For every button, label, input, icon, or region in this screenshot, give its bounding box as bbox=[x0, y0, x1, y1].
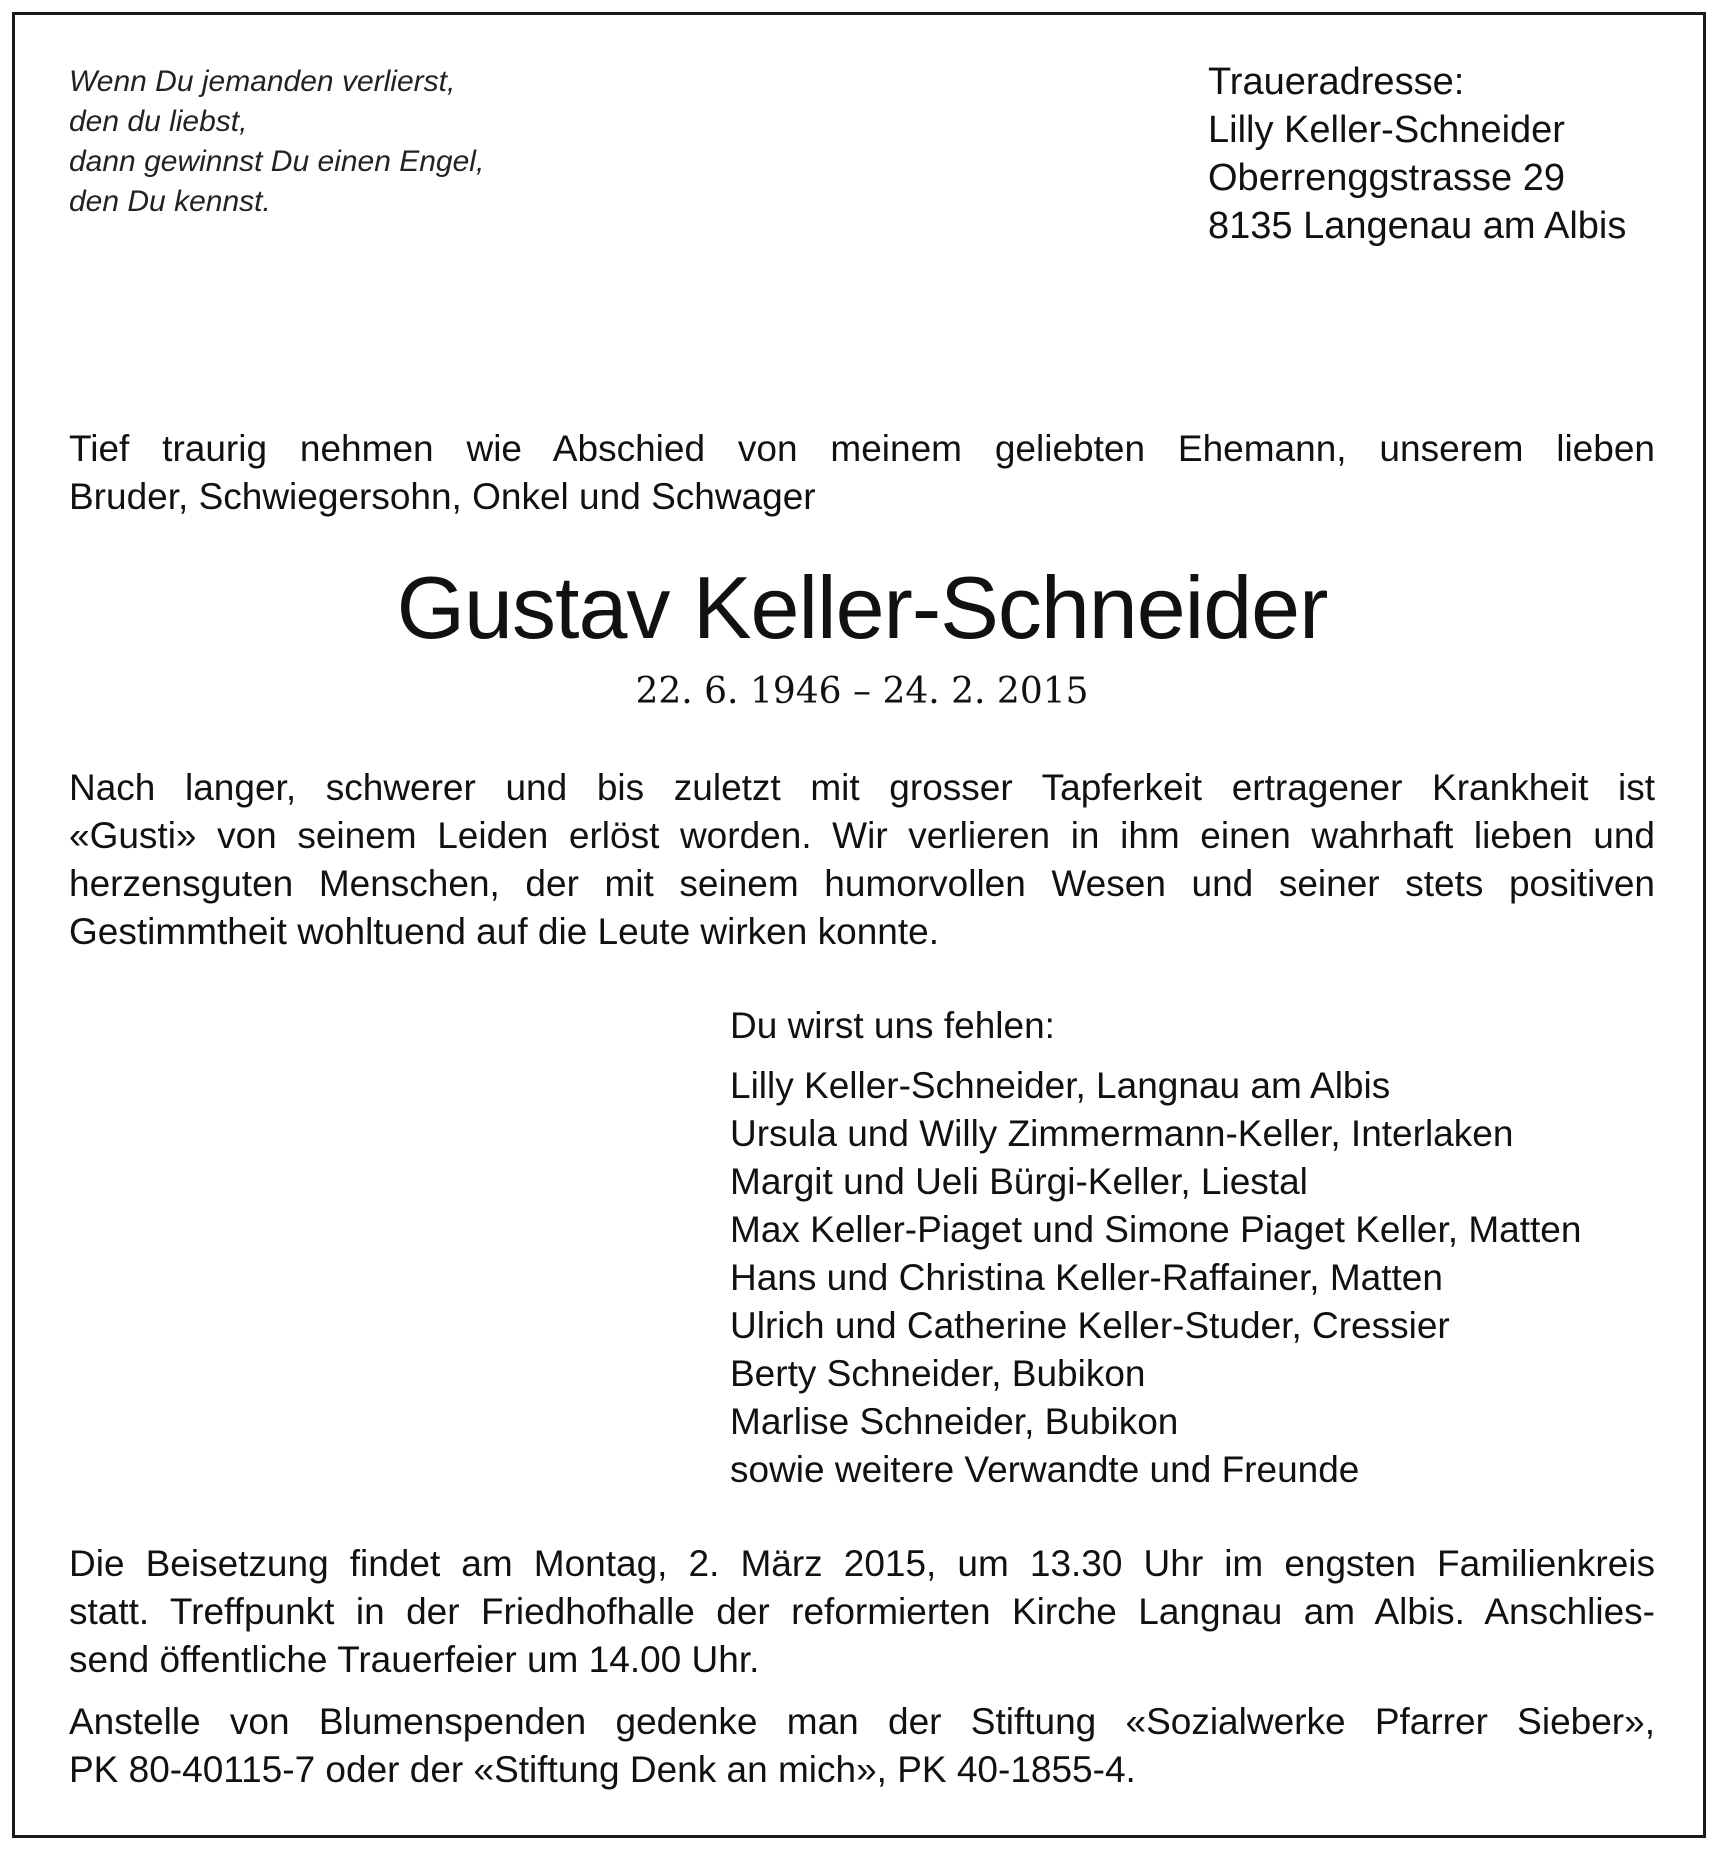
mourners-list bbox=[730, 1002, 1670, 1494]
donation-line: Anstelle von Blumenspenden gedenke man der Stiftung «Sozialwerke Pfarrer Sieber», bbox=[69, 1701, 1655, 1742]
tribute-line: Nach langer, schwerer und bis zuletzt mit grosser Tapferkeit ertragener Krankheit ist bbox=[69, 767, 1655, 808]
poem bbox=[69, 62, 589, 222]
mourner-entry: Berty Schneider, Bubikon bbox=[730, 1353, 1146, 1394]
mourner-entry: Margit und Ueli Bürgi-Keller, Liestal bbox=[730, 1161, 1308, 1202]
mourner-entry: sowie weitere Verwandte und Freunde bbox=[730, 1449, 1360, 1490]
intro-paragraph bbox=[69, 425, 1655, 521]
poem-line: den du liebst, bbox=[69, 105, 248, 138]
funeral-line: send öffentliche Trauerfeier um 14.00 Uhr. bbox=[69, 1639, 760, 1680]
donation-line: PK 80-40115-7 oder der «Stiftung Denk an mich», PK 40-1855-4. bbox=[69, 1749, 1136, 1790]
address-name: Lilly Keller-Schneider bbox=[1208, 109, 1565, 151]
mourners-heading: Du wirst uns fehlen: bbox=[730, 1005, 1055, 1046]
poem-line: dann gewinnst Du einen Engel, bbox=[69, 145, 485, 178]
mourner-entry: Ursula und Willy Zimmermann-Keller, Interlaken bbox=[730, 1113, 1514, 1154]
mourner-entry: Max Keller-Piaget und Simone Piaget Keller, Matten bbox=[730, 1209, 1582, 1250]
address-city: 8135 Langenau am Albis bbox=[1208, 205, 1627, 247]
funeral-details bbox=[69, 1540, 1655, 1684]
tribute-line: herzensguten Menschen, der mit seinem humorvollen Wesen und seiner stets positiven bbox=[69, 863, 1655, 904]
mourner-entry: Ulrich und Catherine Keller-Studer, Cressier bbox=[730, 1305, 1450, 1346]
tribute-paragraph bbox=[69, 764, 1655, 956]
address-street: Oberrenggstrasse 29 bbox=[1208, 157, 1565, 199]
mourner-entry: Hans und Christina Keller-Raffainer, Matten bbox=[730, 1257, 1443, 1298]
poem-line: den Du kennst. bbox=[69, 185, 271, 218]
mourner-entry: Lilly Keller-Schneider, Langnau am Albis bbox=[730, 1065, 1391, 1106]
tribute-line: «Gusti» von seinem Leiden erlöst worden. Wir verlieren in ihm einen wahrhaft lieben und bbox=[69, 815, 1655, 856]
intro-line: Tief traurig nehmen wie Abschied von meinem geliebten Ehemann, unserem lieben bbox=[69, 428, 1655, 469]
funeral-line: Die Beisetzung findet am Montag, 2. März 2015, um 13.30 Uhr im engsten Familienkreis bbox=[69, 1543, 1655, 1584]
funeral-line: statt. Treffpunkt in der Friedhofhalle der reformierten Kirche Langnau am Albis. Anschlies- bbox=[69, 1591, 1655, 1632]
address-label: Traueradresse: bbox=[1208, 61, 1465, 103]
poem-line: Wenn Du jemanden verlierst, bbox=[69, 65, 456, 98]
mourner-entry: Marlise Schneider, Bubikon bbox=[730, 1401, 1179, 1442]
mourning-address bbox=[1208, 58, 1668, 250]
life-dates: 22. 6. 1946 – 24. 2. 2015 bbox=[635, 671, 1089, 712]
tribute-line: Gestimmtheit wohltuend auf die Leute wirken konnte. bbox=[69, 911, 939, 952]
deceased-name: Gustav Keller-Schneider bbox=[396, 558, 1328, 657]
intro-line: Bruder, Schwiegersohn, Onkel und Schwager bbox=[69, 476, 816, 517]
donation-note bbox=[69, 1698, 1655, 1794]
